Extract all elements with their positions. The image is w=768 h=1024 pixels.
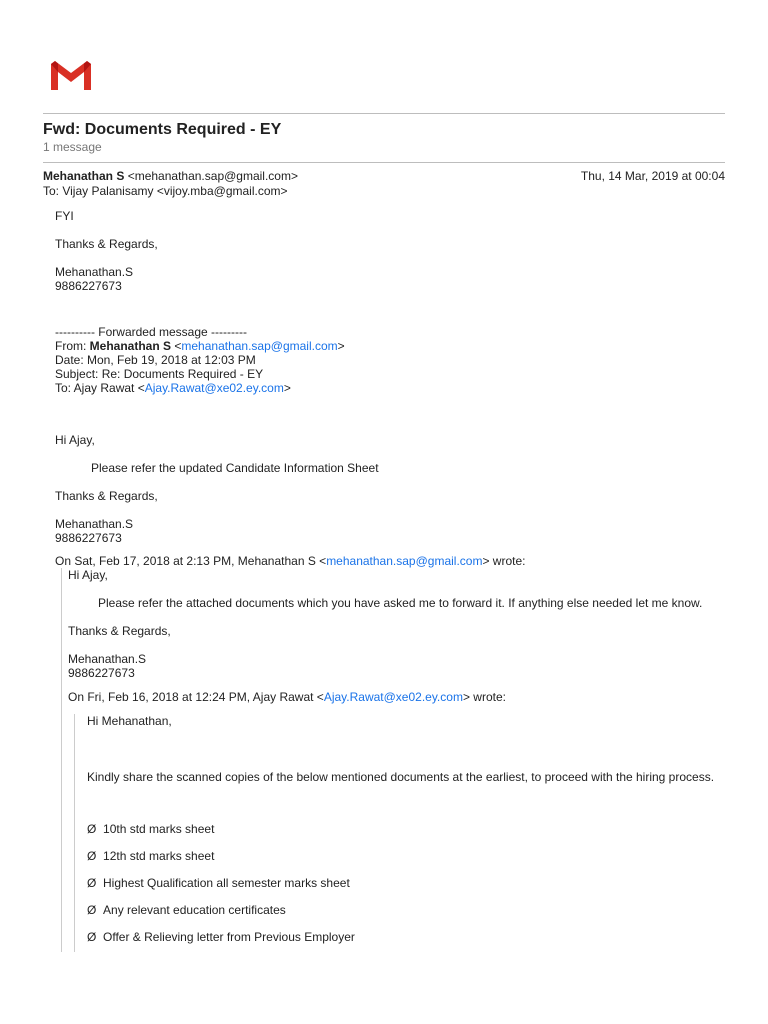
forwarded-date: Date: Mon, Feb 19, 2018 at 12:03 PM (55, 353, 256, 367)
bullet-glyph: Ø (87, 903, 97, 917)
sender-email: <mehanathan.sap@gmail.com> (127, 169, 298, 183)
quoted-message-text-1: Please refer the attached documents which you have asked me to forward it. If anything else needed let me know. (98, 596, 703, 610)
message-header (43, 169, 725, 199)
bullet-glyph: Ø (87, 876, 97, 890)
subject-divider (43, 162, 725, 163)
attribution-1-email-link[interactable]: mehanathan.sap@gmail.com (326, 554, 483, 568)
quoted-message-text-2: Kindly share the scanned copies of the below mentioned documents at the earliest, to proceed with the hiring process. (87, 770, 715, 784)
forwarded-to (55, 381, 725, 395)
forwarded-header: ---------- Forwarded message --------- (55, 325, 247, 339)
quoted-message-2 (74, 714, 725, 952)
list-item-text: 10th std marks sheet (103, 822, 215, 836)
bullet-glyph: Ø (87, 930, 97, 944)
forwarded-from-lt: < (171, 339, 182, 353)
list-item (87, 930, 725, 944)
signature-name-2: Mehanathan.S (55, 517, 134, 531)
signature-phone: 9886227673 (55, 279, 122, 293)
attribution-2-email-link[interactable]: Ajay.Rawat@xe02.ey.com (323, 690, 463, 704)
forwarded-to-email-link[interactable]: Ajay.Rawat@xe02.ey.com (144, 381, 284, 395)
forwarded-from-label: From: (55, 339, 90, 353)
list-item (87, 822, 725, 836)
list-item-text: 12th std marks sheet (103, 849, 215, 863)
sender-name: Mehanathan S (43, 169, 125, 183)
regards-text: Thanks & Regards, (55, 237, 158, 251)
message-body (55, 209, 725, 952)
quoted-greeting-2: Hi Mehanathan, (87, 714, 172, 728)
list-item-text: Highest Qualification all semester marks sheet (103, 876, 350, 890)
recipient-line: To: Vijay Palanisamy <vijoy.mba@gmail.com> (43, 184, 288, 198)
forwarded-to-gt: > (283, 381, 291, 395)
signature-phone-2: 9886227673 (55, 531, 122, 545)
list-item-text: Offer & Relieving letter from Previous Employer (103, 930, 355, 944)
list-item (87, 849, 725, 863)
attribution-1-suffix: > wrote: (482, 554, 526, 568)
quoted-signature-name-1: Mehanathan.S (68, 652, 147, 666)
attribution-1-prefix: On Sat, Feb 17, 2018 at 2:13 PM, Mehanathan S < (55, 554, 327, 568)
quote-attribution-2 (68, 690, 725, 704)
quoted-greeting-1: Hi Ajay, (68, 568, 108, 582)
forwarded-from-email-link[interactable]: mehanathan.sap@gmail.com (181, 339, 338, 353)
signature-name: Mehanathan.S (55, 265, 134, 279)
list-item-text: Any relevant education certificates (103, 903, 286, 917)
list-item (87, 903, 725, 917)
list-item (87, 876, 725, 890)
forwarded-from (55, 339, 725, 353)
forwarded-from-name: Mehanathan S (89, 339, 172, 353)
quote-attribution-1 (55, 554, 725, 568)
quoted-signature-phone-1: 9886227673 (68, 666, 135, 680)
header-divider (43, 113, 725, 114)
quoted-message-1 (61, 568, 725, 952)
greeting: Hi Ajay, (55, 433, 95, 447)
gmail-logo-icon (48, 58, 94, 92)
fyi-text: FYI (55, 209, 74, 223)
message-text: Please refer the updated Candidate Information Sheet (91, 461, 379, 475)
message-date: Thu, 14 Mar, 2019 at 00:04 (580, 169, 725, 183)
forwarded-to-label: To: Ajay Rawat < (55, 381, 145, 395)
email-subject: Fwd: Documents Required - EY (43, 121, 282, 138)
bullet-glyph: Ø (87, 822, 97, 836)
forwarded-from-gt: > (337, 339, 345, 353)
attribution-2-suffix: > wrote: (462, 690, 506, 704)
regards-text-2: Thanks & Regards, (55, 489, 158, 503)
attribution-2-prefix: On Fri, Feb 16, 2018 at 12:24 PM, Ajay Rawat < (68, 690, 324, 704)
bullet-glyph: Ø (87, 849, 97, 863)
quoted-regards-1: Thanks & Regards, (68, 624, 171, 638)
message-count: 1 message (43, 140, 102, 154)
forwarded-subject: Subject: Re: Documents Required - EY (55, 367, 264, 381)
